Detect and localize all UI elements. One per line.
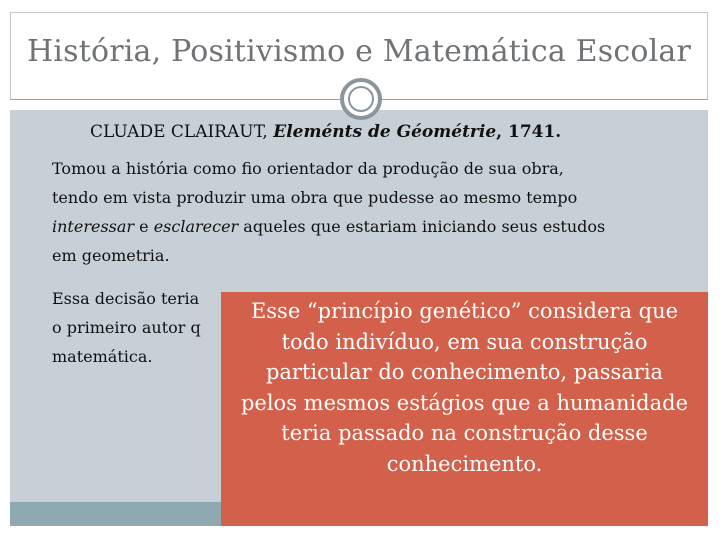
callout-line: pelos mesmos estágios que a humanidade — [240, 390, 689, 415]
callout-line: teria passado na construção desse — [281, 421, 648, 445]
paragraph-2-line: matemática. — [52, 347, 153, 366]
heading-work: Eleménts de Géométrie — [273, 122, 497, 142]
paragraph-1-line: tendo em vista produzir uma obra que pudesse ao mesmo tempo — [52, 188, 578, 207]
circle-ornament-icon — [340, 78, 382, 120]
heading-author: CLUADE CLAIRAUT, — [90, 122, 274, 142]
paragraph-1-line: em geometria. — [52, 246, 170, 265]
paragraph-1 — [52, 154, 692, 270]
callout-line: particular do conhecimento, passaria — [265, 360, 664, 384]
text-fragment: e — [134, 217, 154, 236]
emphasis-interessar: interessar — [52, 217, 135, 236]
heading — [90, 122, 561, 142]
heading-year: , 1741. — [496, 122, 562, 142]
callout-line: Esse “princípio genético” considera que — [250, 299, 679, 323]
paragraph-2-line: Essa decisão teria — [52, 289, 200, 308]
paragraph-1-line: Tomou a história como fio orientador da produção de sua obra, — [52, 159, 564, 178]
callout-box — [221, 292, 708, 526]
paragraph-1-line — [52, 212, 692, 241]
slide-title: História, Positivismo e Matemática Escolar — [26, 34, 692, 69]
paragraph-2-line: o primeiro autor q — [52, 318, 201, 337]
text-fragment: aqueles que estariam iniciando seus estudos — [238, 217, 606, 236]
callout-text — [221, 296, 708, 479]
callout-line: todo indivíduo, em sua construção — [281, 329, 648, 354]
callout-line: conhecimento. — [386, 451, 543, 476]
emphasis-esclarecer: esclarecer — [153, 217, 239, 236]
